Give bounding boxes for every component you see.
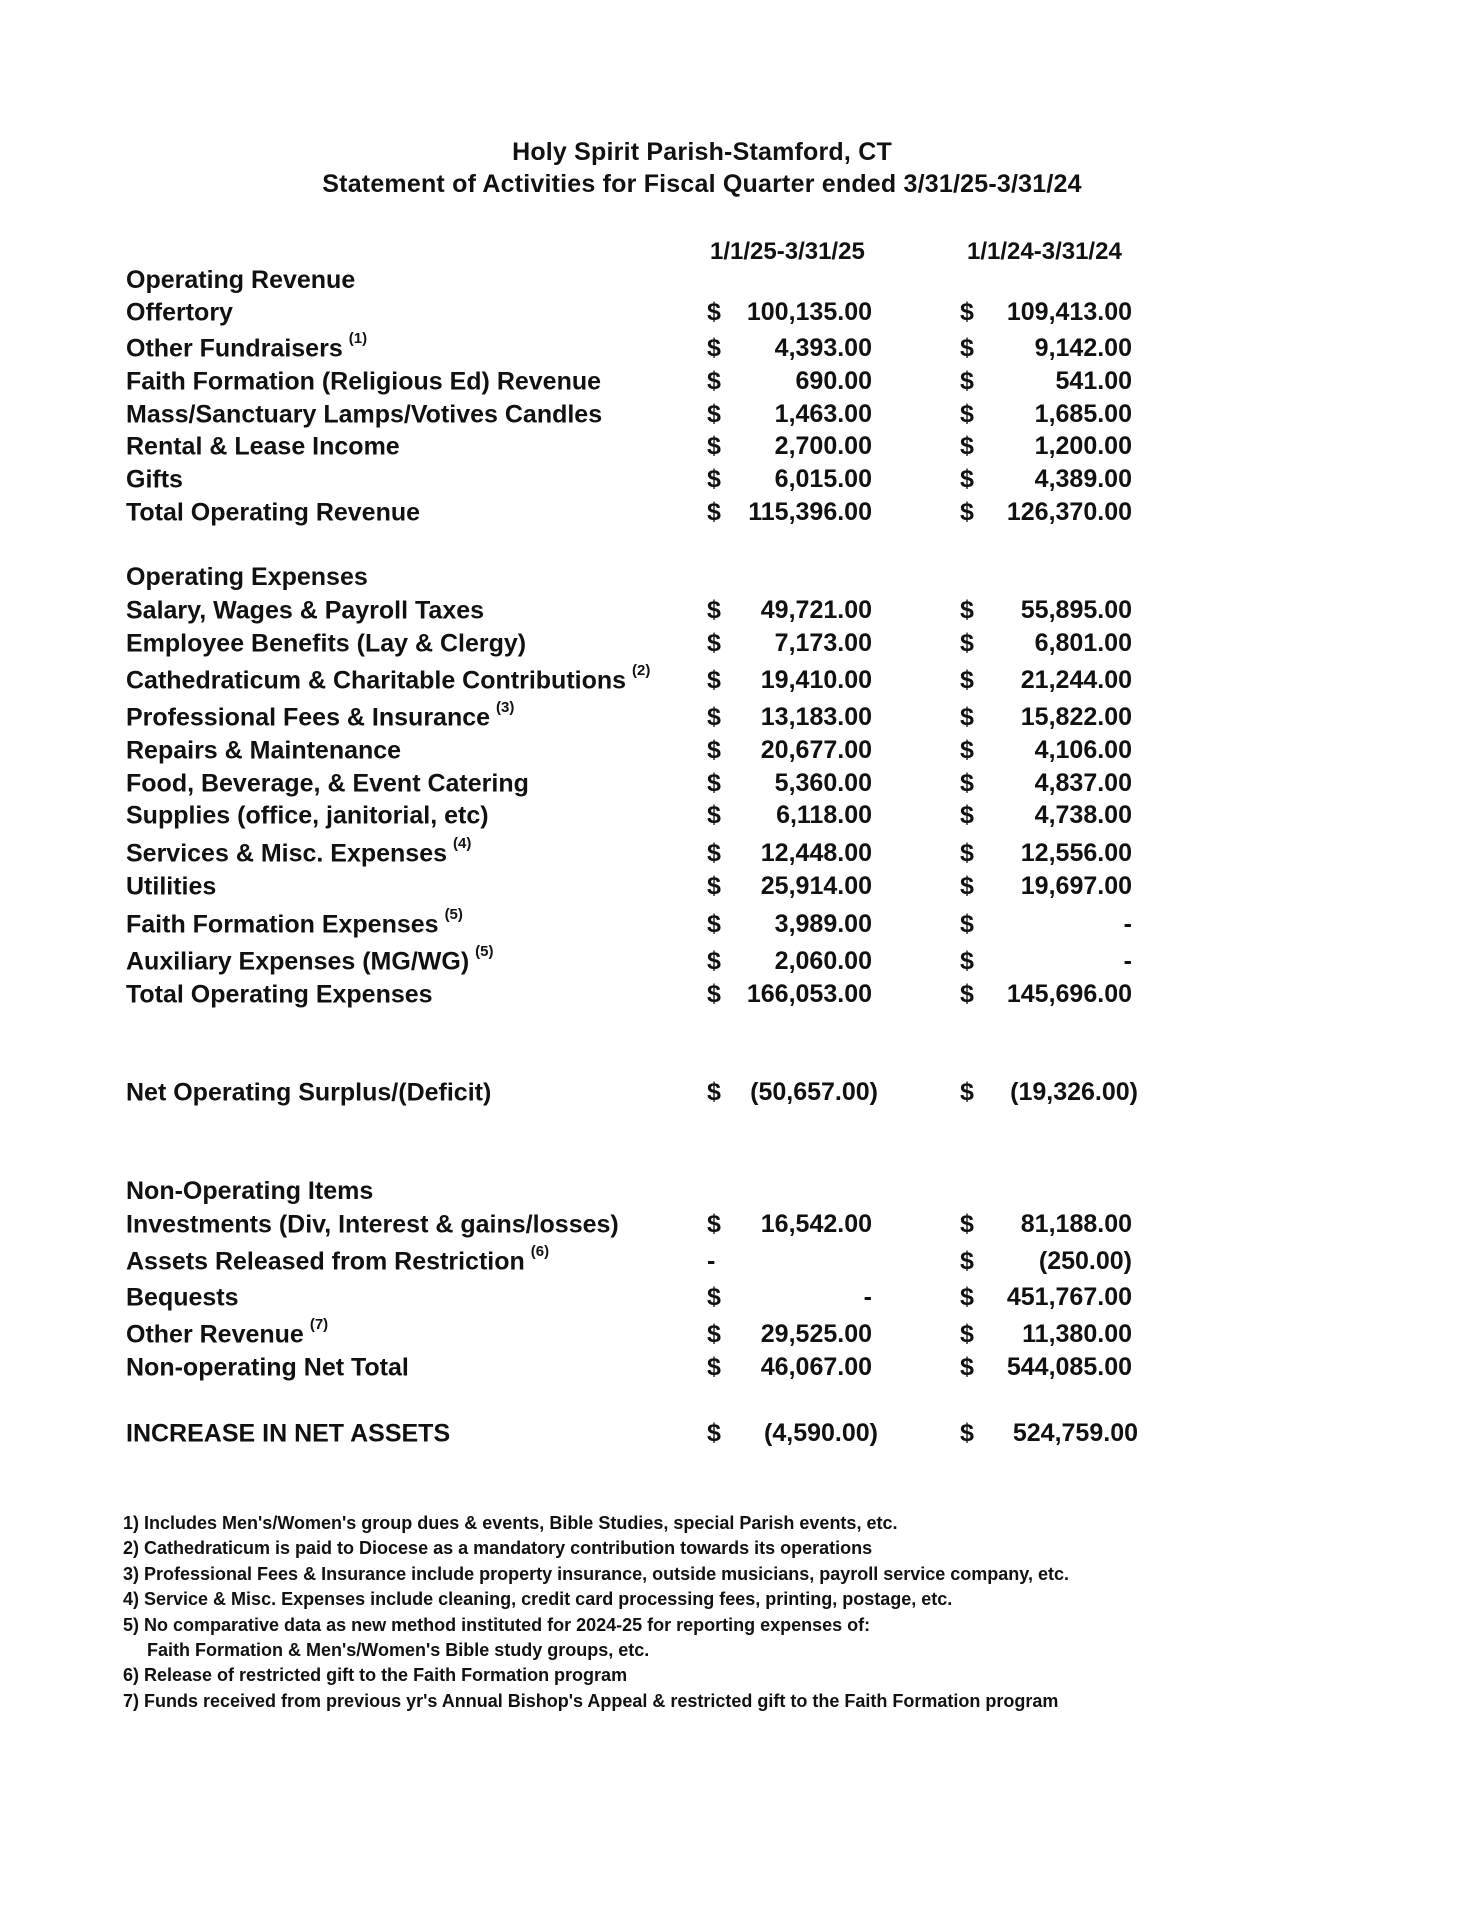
currency-symbol-2024: $ xyxy=(960,498,974,526)
footnote-3: 3) Professional Fees & Insurance include property insurance, outside musicians, payroll service company, etc. xyxy=(123,1563,1069,1584)
currency-symbol-2025: $ xyxy=(707,980,721,1008)
currency-symbol-2025: $ xyxy=(707,498,721,526)
amount-2024: (19,326.00) xyxy=(1010,1078,1138,1106)
amount-2024: 55,895.00 xyxy=(1020,596,1132,624)
row-label-text: Other Fundraisers xyxy=(126,334,343,363)
section-operating-revenue: Operating Revenue xyxy=(126,266,356,294)
currency-symbol-2024: $ xyxy=(960,769,974,797)
amount-2024: 544,085.00 xyxy=(1006,1353,1132,1381)
statement-row xyxy=(0,1283,1484,1313)
row-label xyxy=(126,872,222,901)
row-label-text: Rental & Lease Income xyxy=(126,432,400,461)
row-label xyxy=(126,1210,625,1239)
statement-row xyxy=(0,801,1484,831)
currency-symbol-2025: $ xyxy=(707,1283,721,1311)
currency-symbol-2024: $ xyxy=(960,1078,974,1106)
currency-symbol-2025: $ xyxy=(707,596,721,624)
amount-2024: 19,697.00 xyxy=(1020,872,1132,900)
amount-2025: 100,135.00 xyxy=(746,298,872,326)
statement-row xyxy=(0,906,1484,940)
footnote-marker: (4) xyxy=(453,835,472,852)
footnote-1: 1) Includes Men's/Women's group dues & events, Bible Studies, special Parish events, etc. xyxy=(123,1513,898,1533)
amount-2025: 20,677.00 xyxy=(760,736,872,764)
amount-2025: (50,657.00) xyxy=(750,1078,878,1106)
currency-symbol-2025: $ xyxy=(707,872,721,900)
row-label-text: Services & Misc. Expenses xyxy=(126,839,448,868)
amount-2024: 6,801.00 xyxy=(1034,629,1132,657)
currency-symbol-2025: $ xyxy=(707,1210,721,1238)
statement-row xyxy=(0,943,1484,977)
footnote-marker: (7) xyxy=(309,1316,329,1333)
statement-row xyxy=(0,367,1484,397)
amount-2024: 15,822.00 xyxy=(1020,703,1132,731)
currency-symbol-2024: $ xyxy=(960,1353,974,1381)
amount-2025: 13,183.00 xyxy=(760,703,872,731)
amount-2025: 690.00 xyxy=(795,367,872,395)
section-operating-expenses: Operating Expenses xyxy=(126,563,368,591)
currency-symbol-2024: $ xyxy=(960,703,974,731)
row-label-text: Professional Fees & Insurance xyxy=(126,703,491,732)
amount-2025: 1,463.00 xyxy=(774,400,872,428)
currency-symbol-2025: $ xyxy=(707,703,721,731)
statement-row xyxy=(0,872,1484,902)
row-label-text: Investments (Div, Interest & gains/losses) xyxy=(126,1210,619,1239)
document-subtitle: Statement of Activities for Fiscal Quarter ended 3/31/25-3/31/24 xyxy=(322,170,1082,198)
statement-row xyxy=(0,835,1484,869)
currency-symbol-2024: $ xyxy=(960,298,974,326)
statement-row xyxy=(0,980,1484,1010)
currency-symbol-2025: $ xyxy=(707,947,721,975)
currency-symbol-2025: $ xyxy=(707,298,721,326)
statement-row xyxy=(0,736,1484,766)
amount-2024: 1,685.00 xyxy=(1034,400,1132,428)
row-label-text: Utilities xyxy=(126,872,217,901)
currency-symbol-2025: $ xyxy=(707,910,721,938)
row-label xyxy=(126,298,239,327)
currency-symbol-2025: $ xyxy=(707,801,721,829)
row-label xyxy=(126,943,494,976)
footnote-5: 5) No comparative data as new method instituted for 2024-25 for reporting expenses of: xyxy=(123,1614,871,1635)
row-label-text: Assets Released from Restriction xyxy=(126,1247,525,1276)
amount-2024: 12,556.00 xyxy=(1020,839,1132,867)
row-label-text: Cathedraticum & Charitable Contributions xyxy=(126,666,627,695)
amount-2024: 1,200.00 xyxy=(1034,432,1132,460)
row-label xyxy=(126,1283,245,1312)
row-label-text: Faith Formation Expenses xyxy=(126,910,439,939)
amount-2025: 115,396.00 xyxy=(748,498,872,526)
statement-row xyxy=(0,330,1484,364)
row-label xyxy=(126,736,407,765)
row-label-text: Auxiliary Expenses (MG/WG) xyxy=(126,947,470,976)
amount-2025: - xyxy=(863,1283,872,1311)
row-label xyxy=(126,662,651,695)
currency-symbol-2024: $ xyxy=(960,432,974,460)
row-label xyxy=(126,1353,415,1382)
row-label-text: Net Operating Surplus/(Deficit) xyxy=(126,1078,492,1107)
currency-symbol-2024: $ xyxy=(960,629,974,657)
amount-2024: 145,696.00 xyxy=(1006,980,1132,1008)
amount-2025: 2,060.00 xyxy=(774,947,872,975)
statement-row xyxy=(0,400,1484,430)
statement-row xyxy=(0,629,1484,659)
amount-2025: 166,053.00 xyxy=(746,980,872,1008)
amount-2025: 6,118.00 xyxy=(776,801,872,829)
currency-symbol-2025: $ xyxy=(707,839,721,867)
row-label-text: Food, Beverage, & Event Catering xyxy=(126,769,529,798)
currency-symbol-2024: $ xyxy=(960,334,974,362)
currency-symbol-2024: $ xyxy=(960,801,974,829)
amount-2024: 524,759.00 xyxy=(1012,1419,1138,1447)
amount-2025: 4,393.00 xyxy=(774,334,872,362)
currency-symbol-2024: $ xyxy=(960,666,974,694)
amount-2024: 126,370.00 xyxy=(1006,498,1132,526)
amount-2025: 7,173.00 xyxy=(774,629,872,657)
statement-row xyxy=(0,699,1484,733)
currency-symbol-2025: $ xyxy=(707,1353,721,1381)
column-header-2025: 1/1/25-3/31/25 xyxy=(710,238,865,265)
row-label-text: Other Revenue xyxy=(126,1320,304,1349)
amount-2025: 29,525.00 xyxy=(760,1320,872,1348)
currency-symbol-2024: $ xyxy=(960,1283,974,1311)
row-label xyxy=(126,367,607,396)
currency-symbol-2024: $ xyxy=(960,1247,974,1275)
currency-symbol-2025: $ xyxy=(707,1320,721,1348)
currency-symbol-2024: $ xyxy=(960,980,974,1008)
currency-symbol-2024: $ xyxy=(960,736,974,764)
amount-2025: 6,015.00 xyxy=(774,465,872,493)
currency-symbol-2024: $ xyxy=(960,947,974,975)
document-title: Holy Spirit Parish-Stamford, CT xyxy=(512,138,892,166)
currency-symbol-2025: $ xyxy=(707,1419,721,1447)
row-label xyxy=(126,906,463,939)
amount-2024: (250.00) xyxy=(1038,1247,1132,1275)
footnote-marker: (5) xyxy=(444,906,463,923)
amount-2025: 3,989.00 xyxy=(774,910,872,938)
currency-symbol-2024: $ xyxy=(960,1419,974,1447)
currency-symbol-2024: $ xyxy=(960,1320,974,1348)
row-label-text: Mass/Sanctuary Lamps/Votives Candles xyxy=(126,400,603,429)
row-label xyxy=(126,498,426,527)
amount-2025: 25,914.00 xyxy=(760,872,872,900)
amount-2024: 9,142.00 xyxy=(1034,334,1132,362)
footnote-marker: (1) xyxy=(348,330,368,347)
statement-row xyxy=(0,1316,1484,1350)
row-label-text: INCREASE IN NET ASSETS xyxy=(126,1419,451,1448)
row-label xyxy=(126,1243,550,1276)
row-label xyxy=(126,465,189,494)
row-label xyxy=(126,400,608,429)
row-label xyxy=(126,432,406,461)
row-label-text: Supplies (office, janitorial, etc) xyxy=(126,801,489,830)
statement-row xyxy=(0,662,1484,696)
row-label xyxy=(126,801,495,830)
row-label-text: Offertory xyxy=(126,298,233,327)
footnote-5-continued: Faith Formation & Men's/Women's Bible study groups, etc. xyxy=(147,1640,650,1661)
statement-row xyxy=(0,498,1484,528)
amount-2024: 451,767.00 xyxy=(1006,1283,1132,1311)
statement-row xyxy=(0,465,1484,495)
currency-symbol-2024: $ xyxy=(960,910,974,938)
amount-2024: 4,837.00 xyxy=(1034,769,1132,797)
footnote-2: 2) Cathedraticum is paid to Diocese as a mandatory contribution towards its operations xyxy=(123,1538,873,1559)
currency-symbol-2025: $ xyxy=(707,432,721,460)
statement-row xyxy=(0,1078,1484,1108)
amount-2025: 12,448.00 xyxy=(760,839,872,867)
currency-symbol-2025: $ xyxy=(707,367,721,395)
amount-2024: - xyxy=(1123,947,1132,975)
row-label xyxy=(126,1419,456,1448)
row-label xyxy=(126,1078,497,1107)
row-label xyxy=(126,1316,329,1349)
row-label-text: Repairs & Maintenance xyxy=(126,736,402,765)
footnote-marker: (6) xyxy=(530,1243,550,1260)
row-label xyxy=(126,330,368,363)
statement-row xyxy=(0,1210,1484,1240)
amount-2025: 5,360.00 xyxy=(774,769,872,797)
row-label-text: Gifts xyxy=(126,465,183,494)
currency-symbol-2024: $ xyxy=(960,1210,974,1238)
statement-row xyxy=(0,1419,1484,1449)
footnote-marker: (3) xyxy=(496,699,515,716)
row-label xyxy=(126,769,535,798)
footnote-6: 6) Release of restricted gift to the Faith Formation program xyxy=(123,1665,628,1686)
amount-2025: 49,721.00 xyxy=(760,596,872,624)
currency-symbol-2024: $ xyxy=(960,465,974,493)
currency-symbol-2025: - xyxy=(707,1247,716,1275)
row-label-text: Bequests xyxy=(126,1283,239,1312)
row-label-text: Employee Benefits (Lay & Clergy) xyxy=(126,629,527,658)
amount-2025: 19,410.00 xyxy=(760,666,872,694)
currency-symbol-2025: $ xyxy=(707,400,721,428)
amount-2025: 46,067.00 xyxy=(760,1353,872,1381)
footnote-marker: (2) xyxy=(632,662,651,679)
amount-2024: 541.00 xyxy=(1055,367,1132,395)
currency-symbol-2024: $ xyxy=(960,872,974,900)
amount-2024: 109,413.00 xyxy=(1006,298,1132,326)
amount-2024: 4,106.00 xyxy=(1034,736,1132,764)
footnote-7: 7) Funds received from previous yr's Annual Bishop's Appeal & restricted gift to the Faith Formation program xyxy=(123,1690,1059,1711)
row-label-text: Total Operating Revenue xyxy=(126,498,421,527)
row-label-text: Faith Formation (Religious Ed) Revenue xyxy=(126,367,602,396)
amount-2025: 16,542.00 xyxy=(760,1210,872,1238)
currency-symbol-2025: $ xyxy=(707,334,721,362)
row-label xyxy=(126,629,532,658)
amount-2024: 11,380.00 xyxy=(1022,1320,1132,1348)
statement-row xyxy=(0,1243,1484,1277)
statement-row xyxy=(0,432,1484,462)
amount-2024: 4,738.00 xyxy=(1034,801,1132,829)
column-header-2024: 1/1/24-3/31/24 xyxy=(967,238,1122,265)
currency-symbol-2024: $ xyxy=(960,400,974,428)
amount-2024: 21,244.00 xyxy=(1020,666,1132,694)
statement-row xyxy=(0,1353,1484,1383)
amount-2025: (4,590.00) xyxy=(764,1419,878,1447)
currency-symbol-2025: $ xyxy=(707,1078,721,1106)
currency-symbol-2024: $ xyxy=(960,367,974,395)
currency-symbol-2024: $ xyxy=(960,596,974,624)
section-non-operating-items: Non-Operating Items xyxy=(126,1177,374,1205)
row-label-text: Non-operating Net Total xyxy=(126,1353,409,1382)
row-label xyxy=(126,980,439,1009)
amount-2024: 81,188.00 xyxy=(1020,1210,1132,1238)
currency-symbol-2025: $ xyxy=(707,465,721,493)
row-label xyxy=(126,699,515,732)
currency-symbol-2025: $ xyxy=(707,769,721,797)
row-label-text: Salary, Wages & Payroll Taxes xyxy=(126,596,485,625)
amount-2024: 4,389.00 xyxy=(1034,465,1132,493)
row-label xyxy=(126,596,490,625)
currency-symbol-2025: $ xyxy=(707,629,721,657)
amount-2025: 2,700.00 xyxy=(774,432,872,460)
statement-row xyxy=(0,298,1484,328)
footnotes xyxy=(123,1511,1323,1714)
currency-symbol-2025: $ xyxy=(707,666,721,694)
statement-row xyxy=(0,769,1484,799)
statement-row xyxy=(0,596,1484,626)
currency-symbol-2025: $ xyxy=(707,736,721,764)
footnote-marker: (5) xyxy=(475,943,494,960)
amount-2024: - xyxy=(1123,910,1132,938)
footnote-4: 4) Service & Misc. Expenses include cleaning, credit card processing fees, printing, postage, etc. xyxy=(123,1589,953,1610)
row-label xyxy=(126,835,472,868)
row-label-text: Total Operating Expenses xyxy=(126,980,433,1009)
currency-symbol-2024: $ xyxy=(960,839,974,867)
